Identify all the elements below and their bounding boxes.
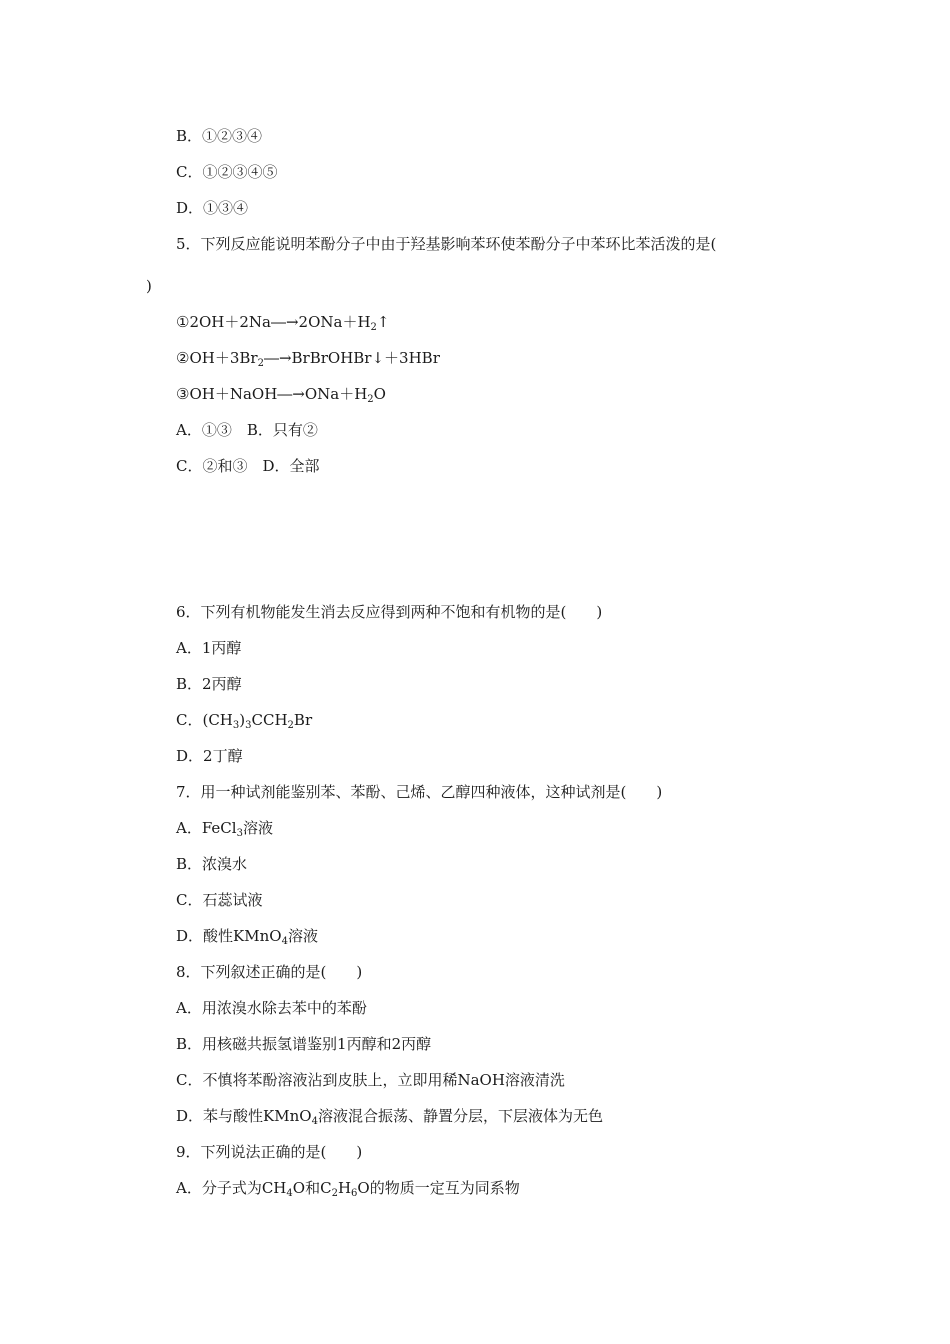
option-9a-mid: O和C (292, 1179, 332, 1197)
option-4d: D．①③④ (176, 199, 249, 217)
option-6c (176, 710, 312, 730)
option-6d: D．2丁醇 (176, 747, 243, 765)
option-8d-tail: 溶液混合振荡、静置分层，下层液体为无色 (317, 1107, 603, 1125)
option-8c: C．不慎将苯酚溶液沾到皮肤上，立即用稀NaOH溶液清洗 (176, 1071, 565, 1089)
option-6c-br: Br (293, 711, 313, 729)
option-9a-text: A．分子式为CH (176, 1179, 287, 1197)
option-9a-sub-3: 6 (351, 1188, 358, 1199)
option-7d (176, 926, 318, 946)
option-7d-text: D．酸性KMnO (176, 927, 282, 945)
option-6c-text: C．(CH (176, 711, 233, 729)
reaction-3-text: ③OH＋NaOH―→ONa＋H (176, 385, 368, 403)
option-7a-text: A．FeCl (176, 819, 237, 837)
option-8a: A．用浓溴水除去苯中的苯酚 (176, 999, 367, 1017)
option-7b: B．浓溴水 (176, 855, 248, 873)
reaction-3-subscript: 2 (367, 394, 374, 405)
option-9a-tail: O的物质一定互为同系物 (357, 1179, 520, 1197)
reaction-3-tail: O (373, 385, 386, 403)
option-7a-tail: 溶液 (242, 819, 273, 837)
question-7-stem: 7．用一种试剂能鉴别苯、苯酚、己烯、乙醇四种液体，这种试剂是( ) (176, 783, 663, 801)
reaction-1-gas-arrow: ↑ (376, 313, 390, 331)
option-9a-sub-2: 2 (331, 1188, 338, 1199)
option-6b: B．2丙醇 (176, 675, 242, 693)
option-4c: C．①②③④⑤ (176, 163, 278, 181)
reaction-2-subscript: 2 (257, 358, 264, 369)
option-5cd: C．②和③ D．全部 (176, 457, 320, 475)
question-5-stem: 5．下列反应能说明苯酚分子中由于羟基影响苯环使苯酚分子中苯环比苯活泼的是( (176, 235, 717, 253)
option-9a-h: H (337, 1179, 352, 1197)
reaction-1-text: ①2OH＋2Na―→2ONa＋H (176, 313, 371, 331)
option-7a (176, 818, 273, 838)
option-6c-sub-1: 3 (232, 720, 240, 731)
reaction-1-subscript: 2 (370, 322, 377, 333)
option-6c-sub-2: 3 (245, 720, 252, 731)
question-8-stem: 8．下列叙述正确的是( ) (176, 963, 363, 981)
option-6c-cch: CCH (251, 711, 288, 729)
option-8d (176, 1106, 603, 1126)
option-9a-sub-1: 4 (286, 1188, 293, 1199)
reaction-2-products: ―→BrBrOHBr↓＋3HBr (263, 349, 440, 367)
reaction-2-text: ②OH＋3Br (176, 349, 258, 367)
option-6c-paren: ) (239, 711, 246, 729)
option-7a-subscript: 3 (236, 828, 243, 839)
option-8d-text: D．苯与酸性KMnO (176, 1107, 312, 1125)
reaction-3 (176, 384, 386, 404)
option-6c-sub-3: 2 (287, 720, 294, 731)
reaction-2 (176, 348, 440, 368)
question-9-stem: 9．下列说法正确的是( ) (176, 1143, 363, 1161)
option-5ab: A．①③ B．只有② (176, 421, 318, 439)
question-6-stem: 6．下列有机物能发生消去反应得到两种不饱和有机物的是( ) (176, 603, 603, 621)
option-4b: B．①②③④ (176, 127, 263, 145)
option-8b: B．用核磁共振氢谱鉴别1丙醇和2丙醇 (176, 1035, 432, 1053)
option-7d-subscript: 4 (281, 936, 288, 947)
question-5-stem-end: ) (146, 277, 152, 295)
reaction-1 (176, 312, 390, 332)
option-8d-subscript: 4 (311, 1116, 318, 1127)
option-7c: C．石蕊试液 (176, 891, 263, 909)
option-7d-tail: 溶液 (287, 927, 318, 945)
option-6a: A．1丙醇 (176, 639, 242, 657)
option-9a (176, 1178, 520, 1198)
